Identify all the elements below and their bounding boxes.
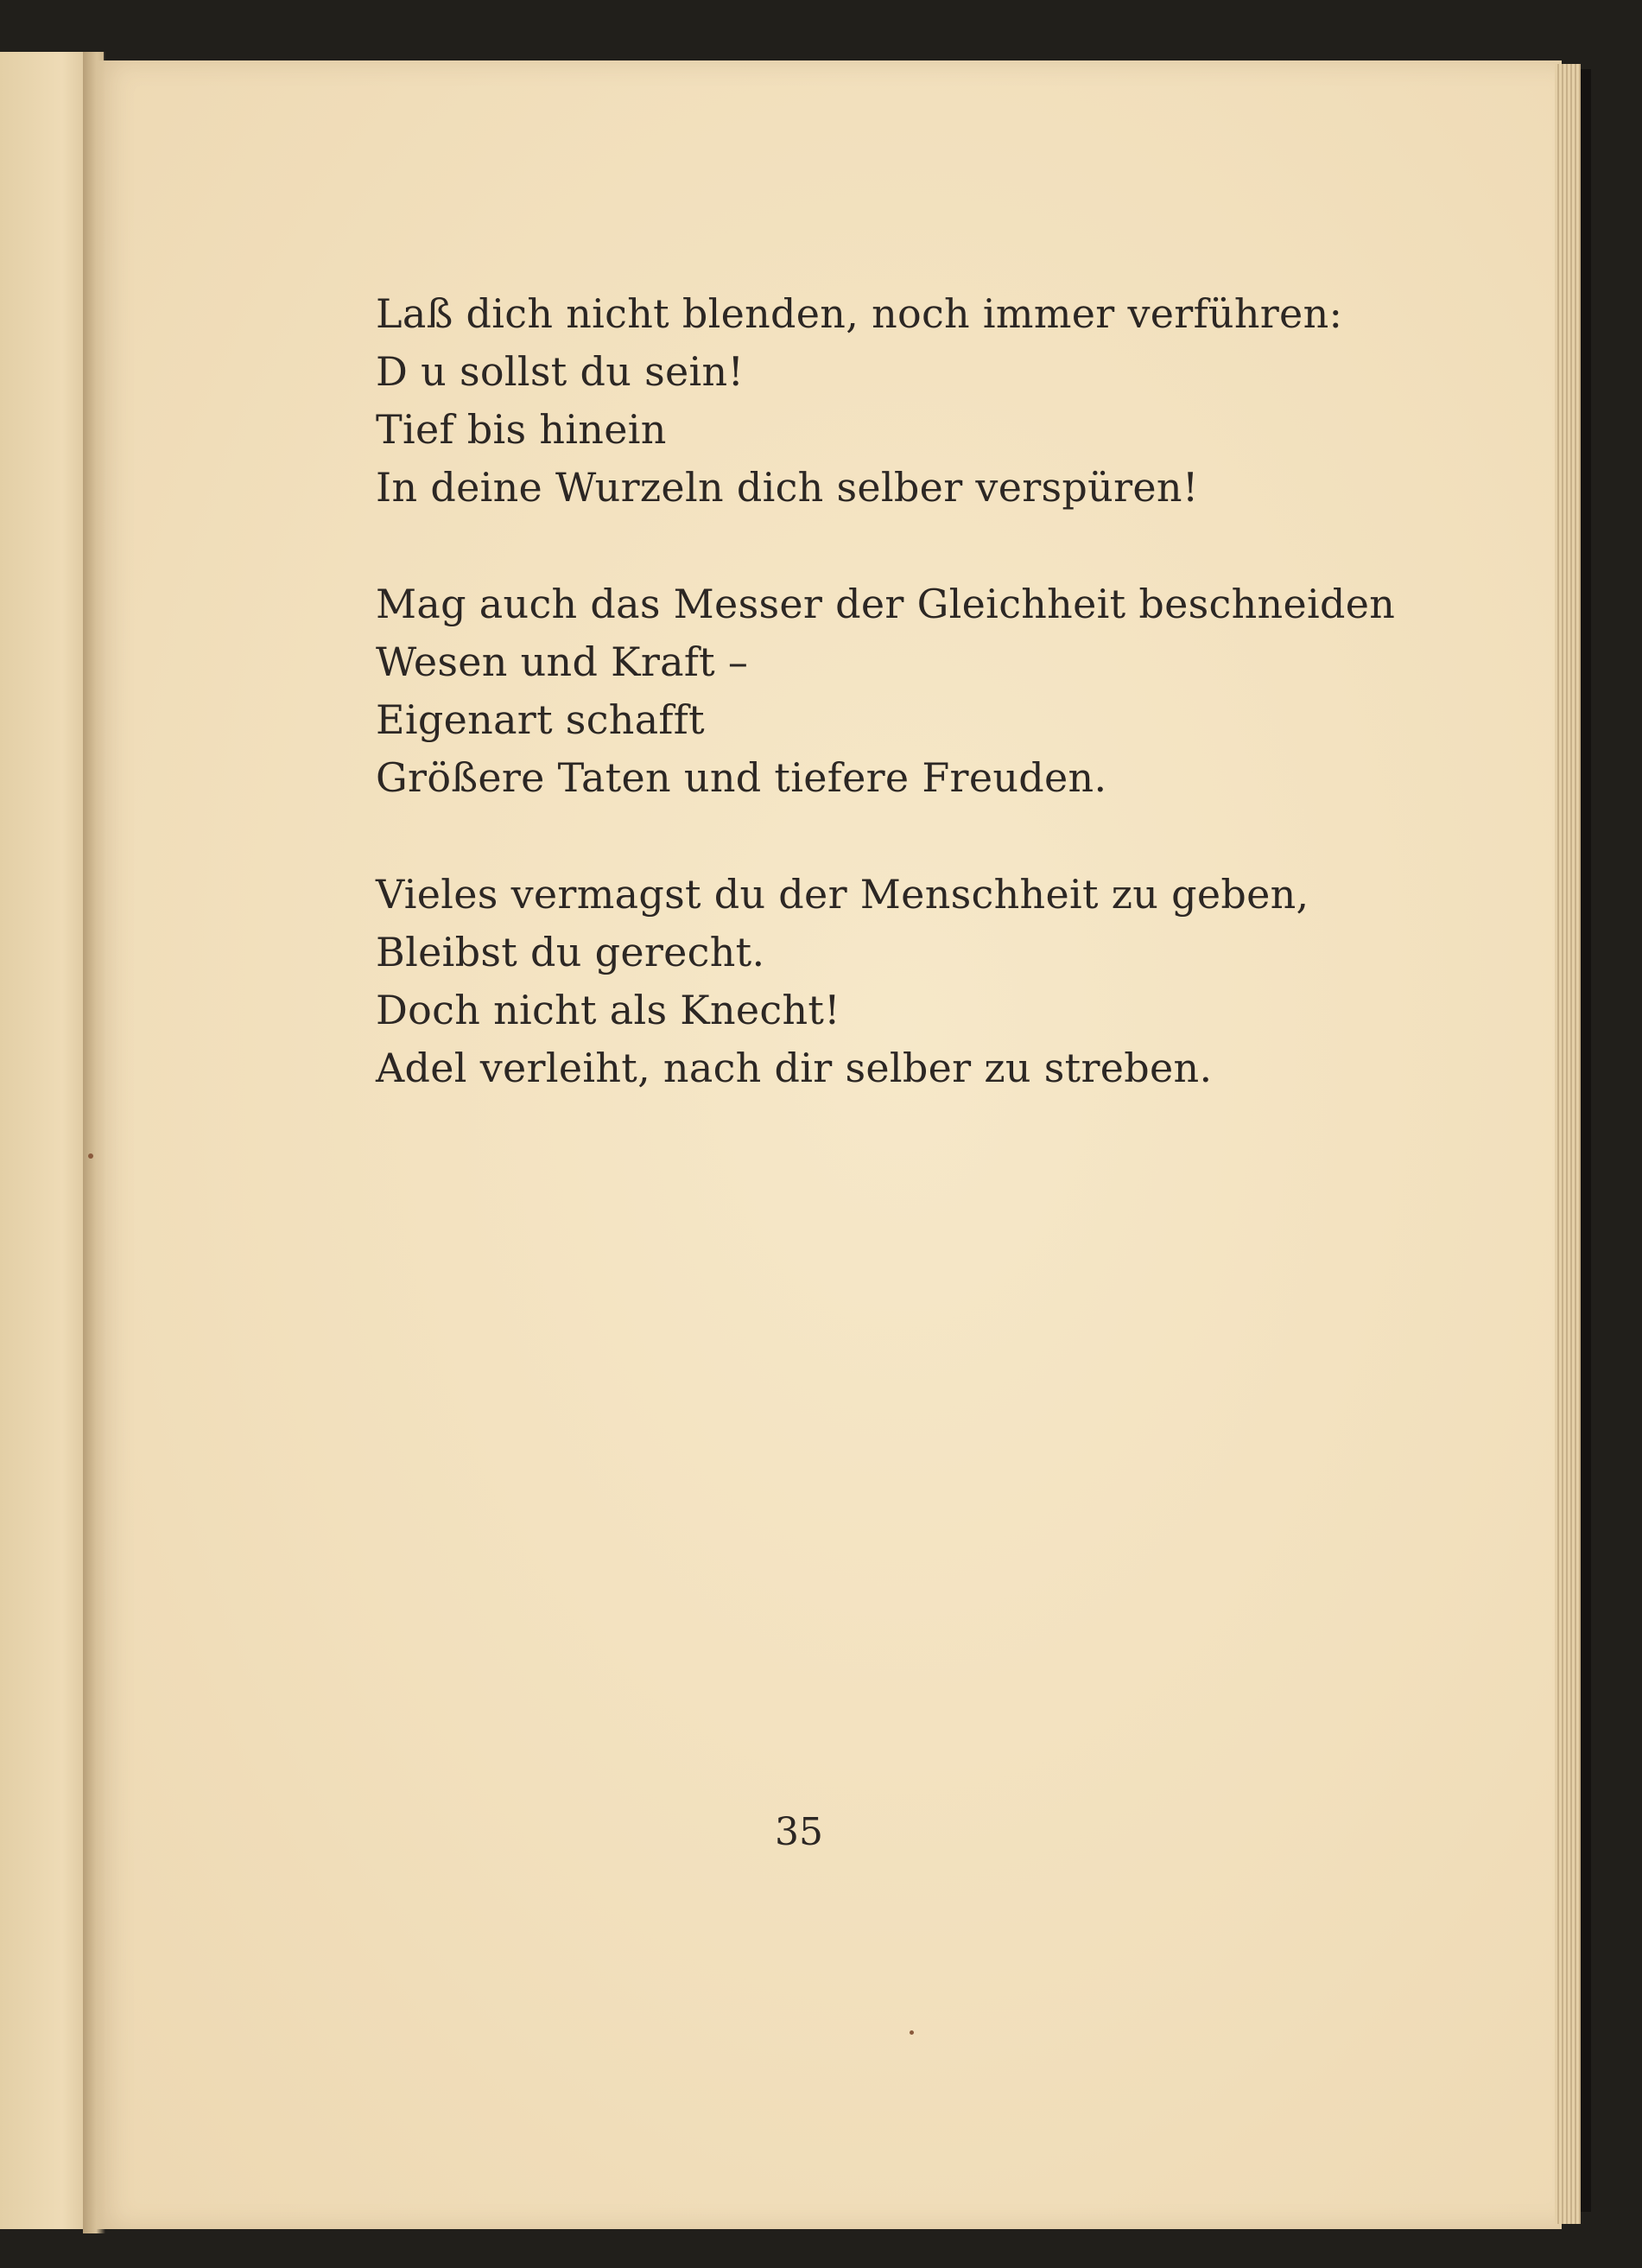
paper-speck (88, 1153, 93, 1159)
poem-line: Tief bis hinein (376, 406, 667, 453)
stanza-3 (376, 866, 1412, 1097)
poem-line: Adel verleiht, nach dir selber zu streben. (376, 1045, 1213, 1091)
page-number: 35 (775, 1810, 823, 1854)
poem-line: D u sollst du sein! (376, 348, 745, 395)
poem-line: Eigenart schafft (376, 696, 705, 743)
stanza-2 (376, 575, 1412, 807)
poem (376, 285, 1412, 1156)
paper-speck (910, 2030, 914, 2035)
gutter-shadow (83, 52, 105, 2233)
poem-line: Bleibst du gerecht. (376, 929, 765, 975)
poem-line: In deine Wurzeln dich selber verspüren! (376, 464, 1199, 511)
page-edges (1555, 64, 1581, 2224)
poem-line: Größere Taten und tiefere Freuden. (376, 754, 1107, 801)
poem-line: Doch nicht als Knecht! (376, 987, 840, 1033)
poem-line: Mag auch das Messer der Gleichheit beschneiden (376, 581, 1396, 627)
poem-line: Vieles vermagst du der Menschheit zu geben, (376, 871, 1309, 918)
stanza-1 (376, 285, 1412, 517)
book-spine-shadow (1581, 69, 1591, 2212)
poem-line: Wesen und Kraft – (376, 638, 749, 685)
poem-line: Laß dich nicht blenden, noch immer verführen: (376, 290, 1343, 337)
